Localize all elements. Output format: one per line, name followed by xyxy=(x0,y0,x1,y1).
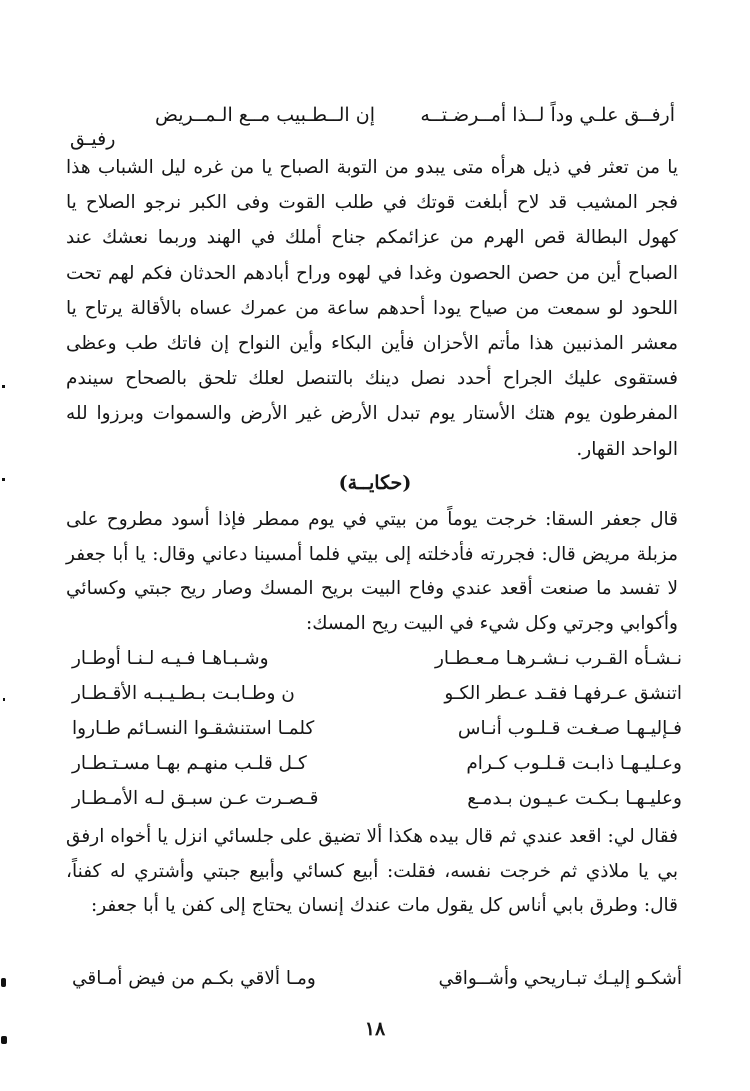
verse-hemistich-2: إن الــطـبيب مــع الـمــريض xyxy=(154,104,375,126)
verse-hemistich-1: أشكـو إليـك تبـاريحي وأشــواقي xyxy=(438,968,682,989)
poem-hemistich-left: قـصـرت عـن سبـق لـه الأمـطـار xyxy=(72,788,319,809)
scan-speck xyxy=(1,1036,7,1044)
poem-line xyxy=(72,683,682,718)
poem-line xyxy=(72,648,682,683)
poem-hemistich-right: فـإليـهـا صـغـت قـلـوب أنـاس xyxy=(457,718,682,739)
verse-hemistich-1: أرفــق علـي وداً لــذا أمــرضـتــه xyxy=(420,104,675,126)
poem-line xyxy=(72,753,682,788)
verse-hemistich-2: ومـا ألاقي بكـم من فيض أمـاقي xyxy=(72,968,316,989)
story-paragraph-continued: فقال لي: اقعد عندي ثم قال بيده هكذا ألا تضيق على جلسائي انزل يا أخواه ارفق بي يا ملاذي ثم خرجت نفسه، فقلت: أبيع كسائي وأبيع جبتي وأشتري له كفناً، قال: وطرق بابي أناس كل يقول مات عندك إنسان يحتاج إلى كفن يا أبا جعفر: xyxy=(66,826,678,916)
sermon-paragraph: يا من تعثر في ذيل هرأه متى يبدو من التوبة الصباح يا من غره ليل الشباب هذا فجر المشيب قد لاح أبلغت قوتك في طلب القوت وفى الكبر نرجو الصلاح يا كهول البطالة قص الهرم من عزائمكم جناح أملك في الهند وربما نعشك عند الصباح أين من حصن الحصون وغدا في لهوه وراح أبادهم الحدثان فكم لهم تحت اللحود لو سمعت من صياح يودا أحدهم ساعة من عمرك عساه بالأقالة يرتاح يا معشر المذنبين هذا مأتم الأحزان فأين البكاء وأين النواح إن فاتك طب وعظى فستقوى عليك الجراح أحدد نصل دينك بالتنصل لعلك تلحق بالصحاح سيندم المفرطون يوم هتك الأستار يوم تبدل الأرض غير الأرض والسموات وبرزوا لله الواحد القهار. xyxy=(66,157,678,460)
poem-hemistich-left: وشـبـاهـا فـيـه لـنـا أوطـار xyxy=(72,648,269,669)
poem-hemistich-right: وعـليـهـا ذابـت قـلـوب كـرام xyxy=(466,753,682,774)
section-heading: (حكايــة) xyxy=(338,472,412,494)
poem-hemistich-left: ن وطـابـت بـطـيـبـه الأقـطـار xyxy=(72,683,295,704)
poem-hemistich-right: نـشـأه القـرب نـشـرهـا مـعـطـار xyxy=(435,648,682,669)
scan-speck xyxy=(2,385,5,388)
poem-hemistich-right: وعليـهـا بـكـت عـيـون بـدمـع xyxy=(467,788,682,809)
scan-speck xyxy=(2,478,5,481)
scan-speck xyxy=(1,978,6,987)
poem-line xyxy=(72,788,682,823)
story-paragraph: قال جعفر السقا: خرجت يوماً من بيتي في يوم ممطر فإذا أسود مطروح على مزبلة مريض قال: فجررته فأدخلته إلى بيتي فلما أمسينا دعاني وقال: يا أبا جعفر لا تفسد ما صنعت أقعد عندي وفاح البيت بريح المسك وصار ريح جبتي وكسائي وأكوابي وجرتي وكل شيء في البيت ريح المسك: xyxy=(66,509,678,634)
verse-hemistich-2-end: رفيـق xyxy=(70,128,116,150)
poem-hemistich-left: كـل قلـب منهـم بهـا مسـتـطـار xyxy=(72,753,307,774)
closing-verse xyxy=(72,968,682,1008)
page-number: ١٨ xyxy=(364,1018,386,1040)
poem xyxy=(72,648,682,823)
scan-speck xyxy=(3,698,5,701)
poem-line xyxy=(72,718,682,753)
poem-hemistich-left: كلمـا استنشقـوا النسـائم طـاروا xyxy=(72,718,315,739)
poem-hemistich-right: اتنشق عـرفهـا فقـد عـطر الكـو xyxy=(444,683,682,704)
opening-verse xyxy=(70,98,675,158)
